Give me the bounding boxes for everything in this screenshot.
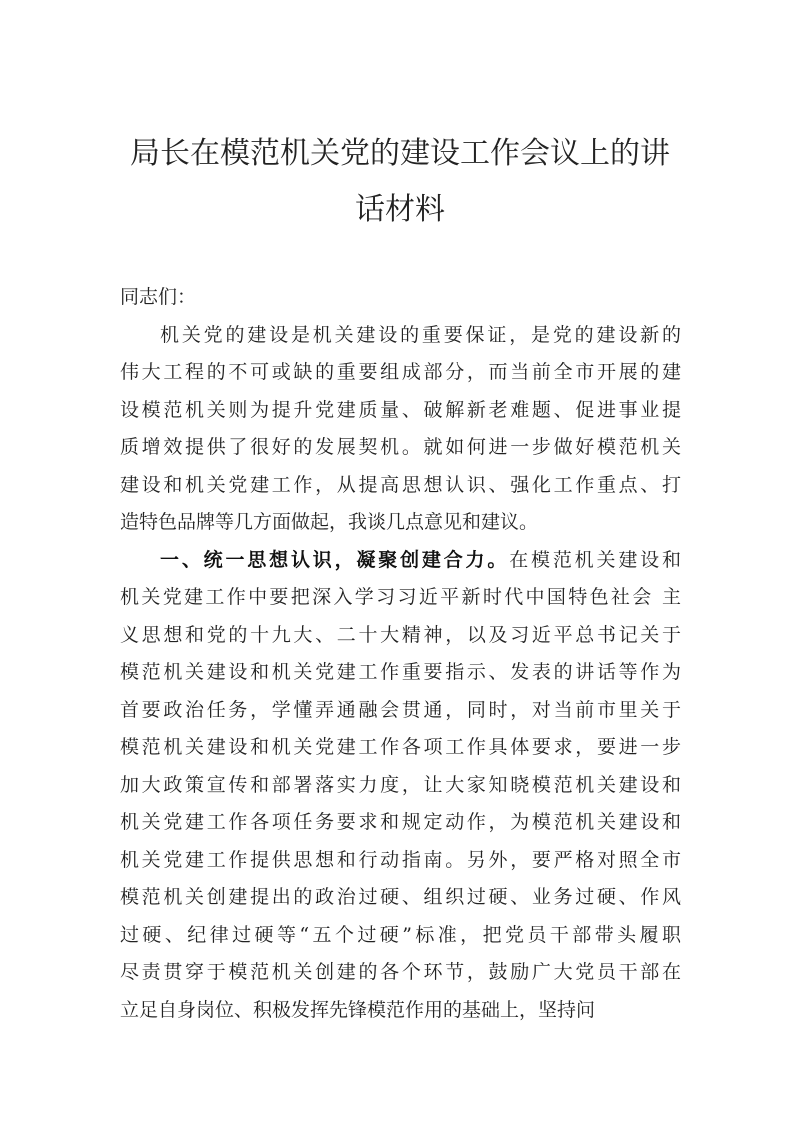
greeting: 同志们： xyxy=(120,286,197,308)
text-line: 造特色品牌等几方面做起，我谈几点意见和建议。 xyxy=(120,511,539,533)
paragraph-intro xyxy=(120,317,681,542)
text-line: 模范机关建设和机关党建工作重要指示、发表的讲话等作为 xyxy=(120,661,681,683)
text-line: 模范机关建设和机关党建工作各项工作具体要求，要进一步 xyxy=(120,736,681,758)
text-line: 首要政治任务，学懂弄通融会贯通，同时，对当前市里关于 xyxy=(120,698,681,721)
text-line: 设模范机关则为提升党建质量、破解新老难题、促进事业提 xyxy=(120,398,681,421)
text-line: 建设和机关党建工作，从提高思想认识、强化工作重点、打 xyxy=(120,473,681,496)
text-line: 加大政策宣传和部署落实力度，让大家知晓模范机关建设和 xyxy=(120,773,681,796)
text-line: 过硬、纪律过硬等“五个过硬”标准，把党员干部带头履职 xyxy=(120,923,681,946)
text-line: 立足自身岗位、积极发挥先锋模范作用的基础上，坚持问 xyxy=(120,998,596,1021)
section-1-heading: 一、统一思想认识，凝聚创建合力。 xyxy=(160,548,510,571)
text-line: 机关党建工作各项任务要求和规定动作，为模范机关建设和 xyxy=(120,811,681,833)
section-1-text: 在模范机关建设和 xyxy=(509,548,681,571)
text-line: 尽责贯穿于模范机关创建的各个环节，鼓励广大党员干部在 xyxy=(120,961,681,983)
text-line: 模范机关创建提出的政治过硬、组织过硬、业务过硬、作风 xyxy=(120,886,681,908)
text-line: 伟大工程的不可或缺的重要组成部分，而当前全市开展的建 xyxy=(120,361,681,383)
text-line: 机关党建工作提供思想和行动指南。另外，要严格对照全市 xyxy=(120,848,681,871)
text-line: 机关党建工作中要把深入学习习近平新时代中国特色社会 主 xyxy=(120,586,681,608)
title-line: 局长在模范机关党的建设工作会议上的讲 xyxy=(130,136,670,171)
section-1-first-line xyxy=(120,542,681,580)
text-line: 机关党的建设是机关建设的重要保证，是党的建设新的 xyxy=(160,323,681,346)
text-line: 义思想和党的十九大、二十大精神，以及习近平总书记关于 xyxy=(120,623,681,646)
document-body xyxy=(120,279,681,1029)
section-1-paragraph xyxy=(120,579,681,1029)
text-line: 质增效提供了很好的发展契机。就如何进一步做好模范机关 xyxy=(120,436,681,458)
title-line: 话材料 xyxy=(355,192,445,227)
document-title xyxy=(120,126,680,238)
